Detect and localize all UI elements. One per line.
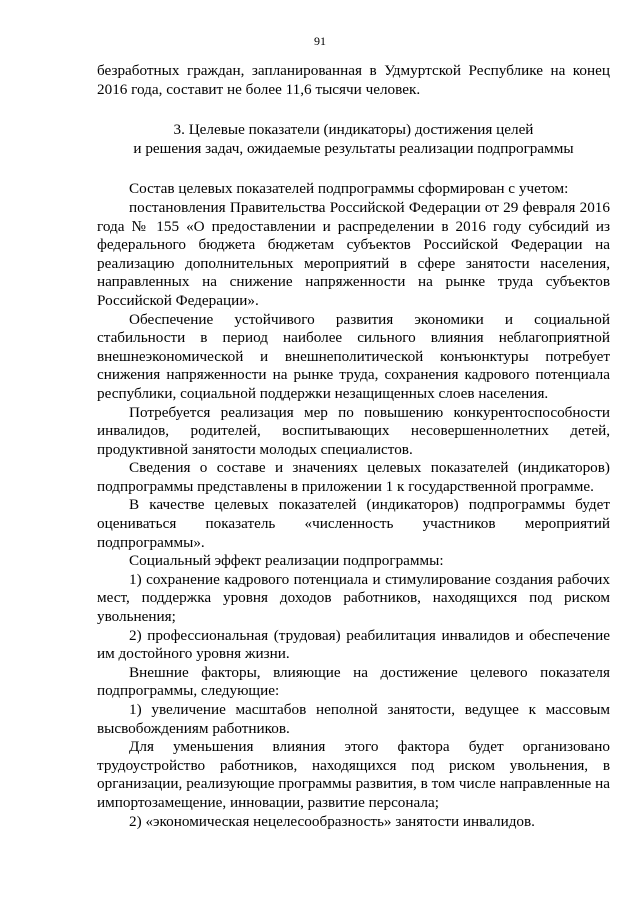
paragraph-social-effect-intro: Социальный эффект реализации подпрограммы: <box>129 552 444 570</box>
paragraph-composition-intro: Состав целевых показателей подпрограммы сформирован с учетом: <box>129 180 569 198</box>
document-body <box>97 62 610 831</box>
paragraph-government-decree: постановления Правительства Российской Федерации от 29 февраля 2016 года № 155 «О предоставлении и распределении в 2016 году субсидий из федерального бюджета бюджетам субъектов Российской Федерации на реализацию дополнительных мероприятий в сфере занятости населения, направленных на снижение напряженности на рынке труда субъектов Российской Федерации». <box>97 198 610 309</box>
section-heading-line-1: 3. Целевые показатели (индикаторы) достижения целей <box>173 121 534 139</box>
list-item-social-effect-1: 1) сохранение кадрового потенциала и стимулирование создания рабочих мест, поддержка уровня доходов работников, находящихся под риском увольнения; <box>97 570 610 626</box>
paragraph-mitigation: Для уменьшения влияния этого фактора будет организовано трудоустройство работников, находящихся под риском увольнения, в организации, реализующие программы развития, в том числе направленные на импортозамещение, инновации, развитие персонала; <box>97 738 610 811</box>
list-item-social-effect-2: 2) профессиональная (трудовая) реабилитация инвалидов и обеспечение им достойного уровня жизни. <box>97 626 610 663</box>
paragraph-competitiveness: Потребуется реализация мер по повышению конкурентоспособности инвалидов, родителей, воспитывающих несовершеннолетних детей, продуктивной занятости молодых специалистов. <box>97 403 610 458</box>
list-item-external-factor-2: 2) «экономическая нецелесообразность» занятости инвалидов. <box>129 812 535 830</box>
paragraph-external-factors-intro: Внешние факторы, влияющие на достижение целевого показателя подпрограммы, следующие: <box>97 663 610 700</box>
paragraph-target-indicator: В качестве целевых показателей (индикаторов) подпрограммы будет оцениваться показатель «численность участников мероприятий подпрограммы». <box>97 496 610 551</box>
list-item-external-factor-1: 1) увеличение масштабов неполной занятости, ведущее к массовым высвобождениям работников. <box>97 701 610 737</box>
section-heading <box>97 121 610 158</box>
section-heading-line-2: и решения задач, ожидаемые результаты реализации подпрограммы <box>133 139 574 157</box>
paragraph-economic-stability: Обеспечение устойчивого развития экономики и социальной стабильности в период наиболее сильного влияния неблагоприятной внешнеэкономической и внешнеполитической конъюнктуры потребует снижения напряженности на рынке труда, сохранения кадрового потенциала республики, социальной поддержки незащищенных слоев населения. <box>97 310 610 402</box>
continuation-paragraph: безработных граждан, запланированная в Удмуртской Республике на конец 2016 года, составит не более 11,6 тысячи человек. <box>97 62 610 98</box>
paragraph-indicators-info: Сведения о составе и значениях целевых показателей (индикаторов) подпрограммы представлены в приложении 1 к государственной программе. <box>97 459 610 495</box>
page-number: 91 <box>314 34 326 48</box>
